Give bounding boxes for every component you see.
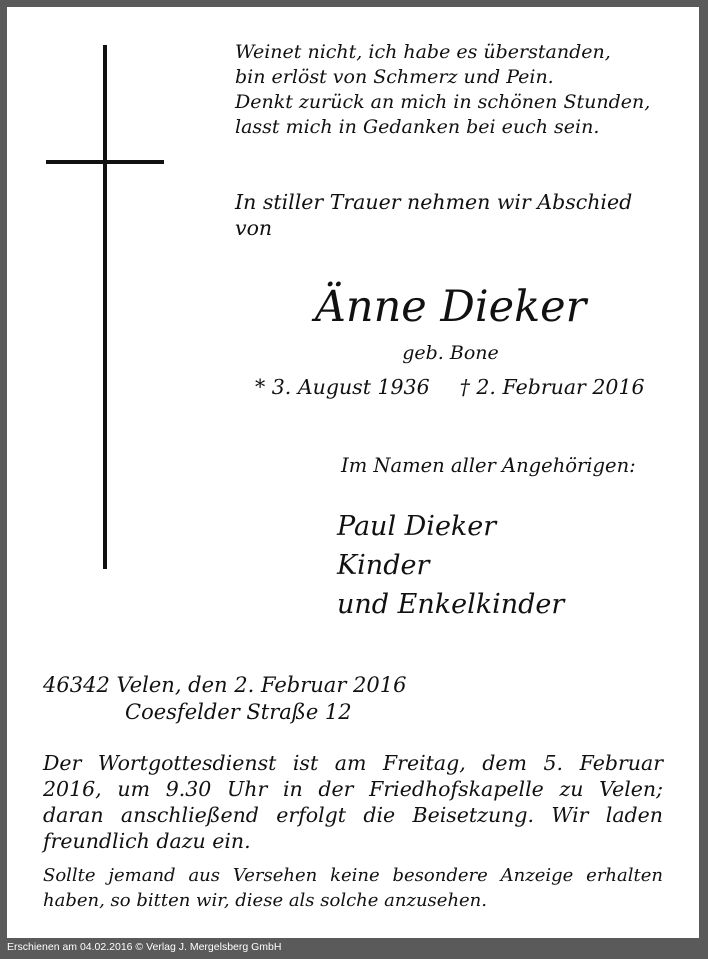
service-line: freundlich dazu ein. [43, 829, 251, 853]
address-block [43, 672, 406, 726]
poem-line: lasst mich in Gedanken bei euch sein. [235, 116, 600, 138]
intro-line: von [235, 216, 273, 240]
notice-line: haben, so bitten wir, diese als solche anzusehen. [43, 889, 487, 911]
intro-line: In stiller Trauer nehmen wir Abschied [235, 190, 633, 214]
publication-footer: Erschienen am 04.02.2016 © Verlag J. Mergelsberg GmbH [7, 941, 282, 953]
service-line: daran anschließend erfolgt die Beisetzung. Wir laden [43, 803, 663, 827]
mourner: Kinder [337, 550, 430, 581]
life-dates [255, 373, 645, 401]
birth-date: * 3. August 1936 [255, 375, 430, 399]
obituary-card [7, 7, 699, 938]
deceased-name: Änne Dieker [314, 282, 587, 332]
notice [43, 864, 663, 913]
service-info [43, 750, 663, 854]
street-address: Coesfelder Straße 12 [125, 700, 352, 724]
death-date: † 2. Februar 2016 [459, 375, 645, 399]
service-line: 2016, um 9.30 Uhr in der Friedhofskapelle zu Velen; [43, 777, 663, 801]
mourner: Paul Dieker [337, 511, 497, 542]
mourner: und Enkelkinder [337, 589, 565, 620]
poem-line: bin erlöst von Schmerz und Pein. [235, 66, 554, 88]
birth-name: geb. Bone [402, 342, 499, 364]
notice-line: Sollte jemand aus Versehen keine besondere Anzeige erhalten [43, 865, 663, 886]
mourners-intro: Im Namen aller Angehörigen: [341, 454, 636, 477]
cross-icon-bar [46, 160, 164, 164]
service-line: Der Wortgottesdienst ist am Freitag, dem 5. Februar [43, 751, 663, 775]
poem-line: Denkt zurück an mich in schönen Stunden, [235, 91, 651, 113]
poem-line: Weinet nicht, ich habe es überstanden, [235, 41, 611, 63]
farewell-intro [235, 189, 632, 241]
poem [235, 40, 650, 140]
mourners-list [337, 507, 564, 624]
city-date: 46342 Velen, den 2. Februar 2016 [43, 673, 407, 697]
